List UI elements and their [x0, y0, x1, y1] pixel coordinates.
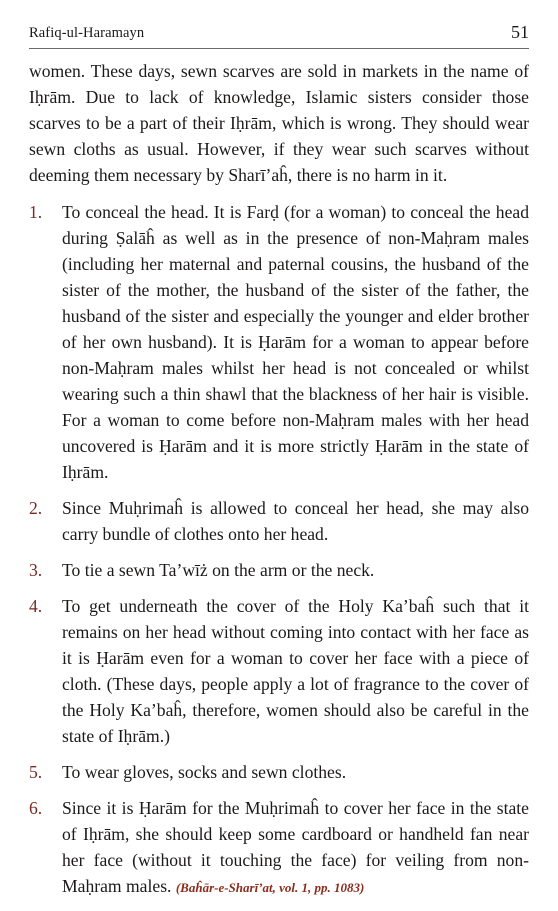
- list-item-number: 4.: [29, 596, 43, 616]
- list-item: [29, 593, 529, 749]
- list-item-text: To tie a sewn Ta’wīż on the arm or the neck.: [62, 560, 375, 580]
- list-item: [29, 557, 529, 583]
- list-item-text: To conceal the head. It is Farḍ (for a woman) to conceal the head during Ṣalāĥ as well as in the presence of non-Maḥram males (including her maternal and paternal cousins, the husband of the sister of the mother, the husband of the sister of the father, the husband of the sister and especially the younger and elder brother of her own husband). It is Ḥarām for a woman to appear before non-Maḥram males whilst her head is not concealed or whilst wearing such a thin shawl that the blackness of her hair is visible. For a woman to come before non-Maḥram males with her head uncovered is Ḥarām and it is more strictly Ḥarām in the state of Iḥrām.: [62, 202, 529, 482]
- citation: (Baĥār-e-Sharī’at, vol. 1, pp. 1083): [175, 880, 365, 895]
- list-item-body: Since it is Ḥarām for the Muḥrimaĥ to cover her face in the state of Iḥrām, she should keep some cardboard or handheld fan near her face (without it touching the face) for veiling from non-Maḥram males.: [62, 798, 529, 896]
- list-item: [29, 199, 529, 485]
- running-title: Rafiq-ul-Haramayn: [29, 25, 145, 41]
- intro-paragraph: women. These days, sewn scarves are sold in markets in the name of Iḥrām. Due to lack of knowledge, Islamic sisters consider those scarves to be a part of their Iḥrām, which is wrong. They should wear sewn cloths as usual. However, if they wear such scarves without deeming them necessary by Sharī’aĥ, there is no harm in it.: [29, 61, 529, 185]
- list-item: [29, 495, 529, 547]
- list-item: [29, 759, 529, 785]
- list-item-number: 5.: [29, 762, 43, 782]
- list-item-number: 6.: [29, 798, 43, 818]
- running-header: [29, 22, 529, 44]
- list-item-number: 3.: [29, 560, 43, 580]
- header-rule: [29, 48, 529, 49]
- list-item-text: [62, 795, 529, 901]
- numbered-list: [29, 199, 529, 901]
- list-item-text: To wear gloves, socks and sewn clothes.: [62, 762, 347, 782]
- list-item-text: To get underneath the cover of the Holy Ka’baĥ such that it remains on her head without coming into contact with her face as it is Ḥarām even for a woman to cover her face with a piece of cloth. (These days, people apply a lot of fragrance to the cover of the Holy Ka’baĥ, therefore, women should also be careful in the state of Iḥrām.): [62, 596, 529, 746]
- list-item-text: Since Muḥrimaĥ is allowed to conceal her head, she may also carry bundle of clothes onto her head.: [62, 498, 529, 544]
- page-body: [29, 58, 529, 911]
- list-item-number: 1.: [29, 202, 43, 222]
- list-item-number: 2.: [29, 498, 43, 518]
- list-item: [29, 795, 529, 901]
- page-number: 51: [511, 22, 529, 42]
